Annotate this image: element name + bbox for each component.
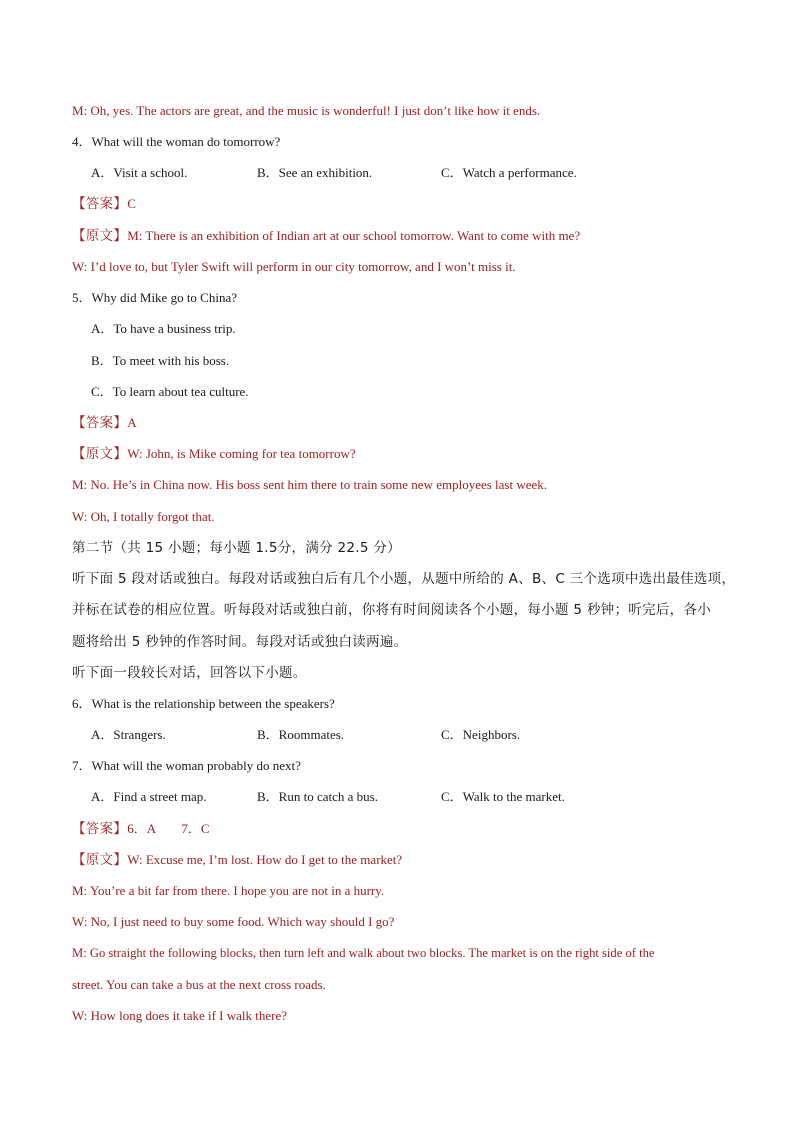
dialogue-line: W: No, I just need to buy some food. Which way should I go? (72, 914, 395, 929)
answer-tag: 【答案】 (72, 821, 128, 837)
question-4-stem: 4．What will the woman do tomorrow? (72, 134, 281, 149)
answer-tag: 【答案】 (72, 196, 128, 212)
dialogue-line: M: Go straight the following blocks, then turn left and walk about two blocks. The market is on the right side of the (72, 946, 655, 960)
dialogue-line: M: No. He’s in China now. His boss sent him there to train some new employees last week. (72, 477, 548, 492)
q4-option-b: B．See an exhibition. (257, 165, 373, 180)
original-text-4 (72, 228, 580, 244)
dialogue-line: W: Oh, I totally forgot that. (72, 509, 215, 524)
dialogue-line: W: John, is Mike coming for tea tomorrow? (127, 446, 356, 461)
q6-option-b: B．Roommates. (257, 727, 345, 742)
q7-option-a: A．Find a street map. (91, 789, 207, 804)
section-instructions: 听下面 5 段对话或独白。每段对话或独白后有几个小题，从题中所给的 A、B、C 三个选项中选出最佳选项， (72, 571, 736, 587)
answer-4 (72, 196, 136, 212)
dialogue-line: M: You’re a bit far from there. I hope you are not in a hurry. (72, 883, 385, 898)
listening-prompt: 听下面一段较长对话，回答以下小题。 (72, 665, 307, 681)
q5-option-a: A．To have a business trip. (91, 321, 236, 336)
q4-option-c: C．Watch a performance. (441, 165, 577, 180)
section-instructions: 并标在试卷的相应位置。听每段对话或独白前，你将有时间阅读各个小题，每小题 5 秒钟；听完后，各小 (72, 602, 712, 618)
original-tag: 【原文】 (72, 228, 128, 244)
question-5-stem: 5．Why did Mike go to China? (72, 290, 238, 305)
dialogue-line: street. You can take a bus at the next cross roads. (72, 977, 326, 992)
q5-option-c: C．To learn about tea culture. (91, 384, 249, 399)
answer-tag: 【答案】 (72, 415, 128, 431)
answer-value: 6．A 7．C (127, 821, 210, 836)
answer-value: A (127, 415, 137, 430)
question-7-stem: 7．What will the woman probably do next? (72, 758, 301, 773)
dialogue-line: M: There is an exhibition of Indian art at our school tomorrow. Want to come with me? (127, 228, 581, 243)
dialogue-line: W: Excuse me, I’m lost. How do I get to the market? (127, 852, 403, 867)
q7-option-c: C．Walk to the market. (441, 789, 565, 804)
q4-option-a: A．Visit a school. (91, 165, 188, 180)
original-text-5 (72, 446, 356, 462)
original-text-6-7 (72, 852, 402, 868)
q6-option-a: A．Strangers. (91, 727, 166, 742)
q6-option-c: C．Neighbors. (441, 727, 521, 742)
q7-option-b: B．Run to catch a bus. (257, 789, 378, 804)
original-tag: 【原文】 (72, 852, 128, 868)
answer-value: C (127, 196, 136, 211)
answer-6-7 (72, 821, 210, 837)
dialogue-line: M: Oh, yes. The actors are great, and the music is wonderful! I just don’t like how it ends. (72, 103, 541, 118)
original-tag: 【原文】 (72, 446, 128, 462)
q5-option-b: B．To meet with his boss. (91, 353, 230, 368)
section-heading: 第二节（共 15 小题；每小题 1.5分，满分 22.5 分） (72, 540, 401, 556)
question-6-stem: 6．What is the relationship between the speakers? (72, 696, 335, 711)
section-instructions: 题将给出 5 秒钟的作答时间。每段对话或独白读两遍。 (72, 634, 408, 650)
answer-5 (72, 415, 137, 431)
dialogue-line: W: I’d love to, but Tyler Swift will perform in our city tomorrow, and I won’t miss it. (72, 259, 516, 274)
dialogue-line: W: How long does it take if I walk there? (72, 1008, 288, 1023)
